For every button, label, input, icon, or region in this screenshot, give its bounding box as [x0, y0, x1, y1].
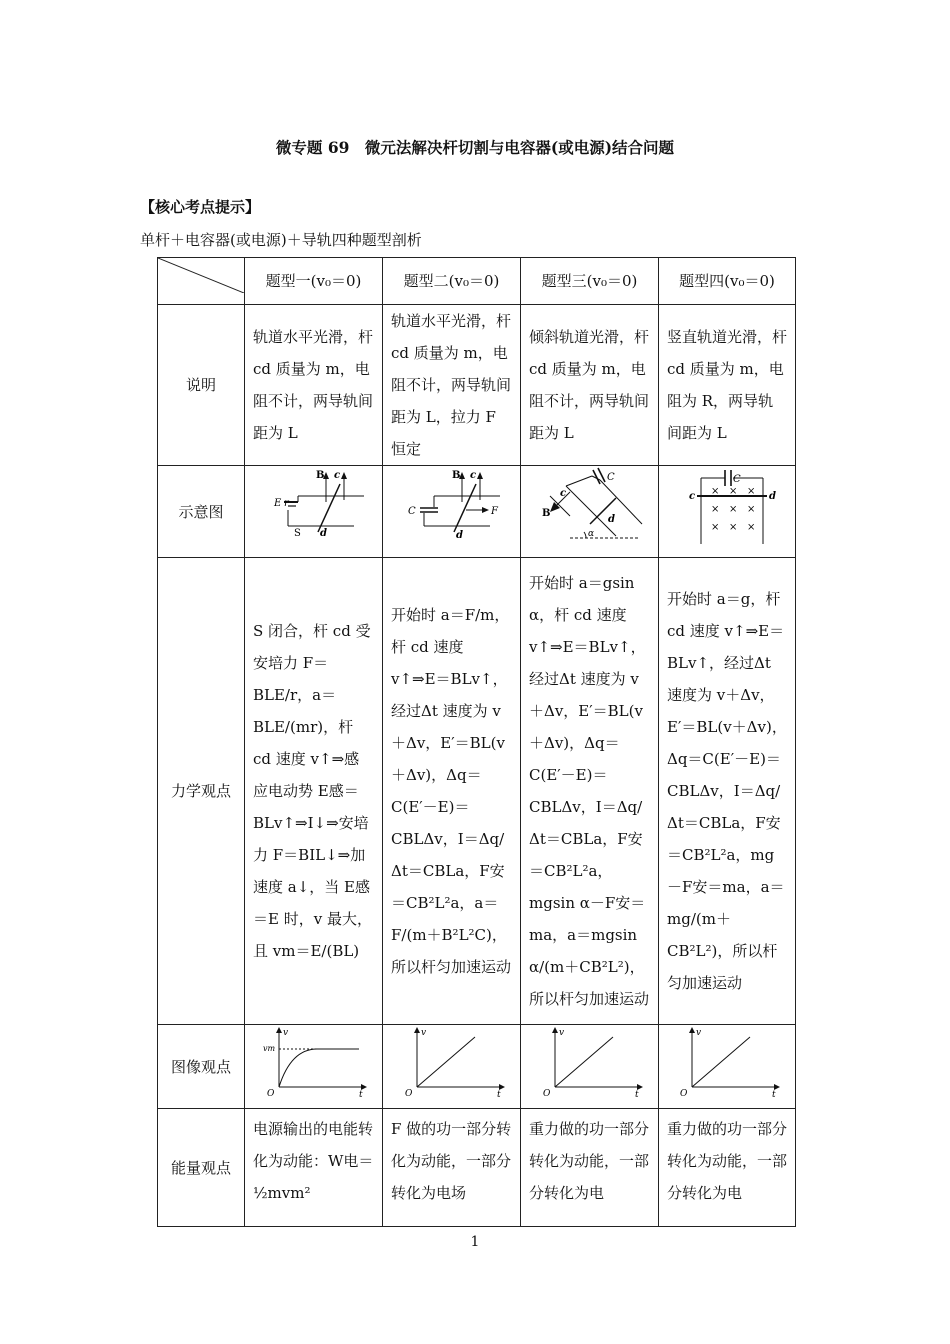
graph-cell: [245, 1025, 383, 1109]
page-title: 微专题 69 微元法解决杆切割与电容器(或电源)结合问题: [275, 138, 675, 157]
label-d: d: [455, 530, 463, 541]
diagram-cell: [521, 466, 659, 558]
column-header: 题型二(v₀＝0): [383, 258, 521, 305]
column-header: 题型四(v₀＝0): [659, 258, 796, 305]
label-alpha: α: [587, 529, 594, 539]
description-cell: 倾斜轨道光滑，杆 cd 质量为 m，电阻不计，两导轨间距为 L: [521, 305, 659, 466]
intro-text: 单杆＋电容器(或电源)＋导轨四种题型剖析: [140, 231, 422, 249]
label-r: r: [283, 498, 289, 509]
label-d: d: [319, 528, 327, 539]
label-cap: C: [733, 474, 741, 485]
energy-cell: 电源输出的电能转化为动能：W电＝½mvm²: [245, 1109, 383, 1227]
circuit-diagram-1: [254, 466, 374, 546]
svg-text:×: ×: [747, 522, 756, 533]
origin-o: O: [680, 1089, 688, 1097]
label-s: S: [293, 528, 301, 539]
label-vm: vm: [262, 1044, 275, 1053]
corner-cell: [158, 258, 245, 305]
field-into-page-marks: [711, 486, 755, 533]
svg-text:×: ×: [729, 504, 738, 515]
axis-v: v: [696, 1028, 702, 1038]
corner-diagonal: [158, 258, 244, 293]
diagram-cell: [245, 466, 383, 558]
circuit-diagram-3: [530, 466, 650, 546]
svg-text:×: ×: [711, 504, 720, 515]
label-cap: C: [407, 506, 416, 517]
row-label-mechanics: 力学观点: [158, 558, 245, 1025]
label-c: c: [689, 491, 696, 502]
axis-t: t: [772, 1090, 776, 1097]
column-header: 题型一(v₀＝0): [245, 258, 383, 305]
analysis-table: [157, 257, 796, 1227]
diagram-cell: [383, 466, 521, 558]
origin-o: O: [266, 1089, 274, 1097]
diagram-cell: [659, 466, 796, 558]
svg-text:×: ×: [747, 504, 756, 515]
energy-cell: F 做的功一部分转化为动能，一部分转化为电场: [383, 1109, 521, 1227]
axis-v: v: [282, 1028, 288, 1038]
label-b: B: [541, 508, 550, 519]
label-cap: C: [606, 472, 615, 483]
svg-text:×: ×: [729, 486, 738, 497]
graph-cell: [659, 1025, 796, 1109]
description-cell: 轨道水平光滑，杆 cd 质量为 m，电阻不计，两导轨间距为 L: [245, 305, 383, 466]
axis-v: v: [558, 1028, 564, 1038]
mechanics-cell: 开始时 a＝gsin α，杆 cd 速度 v↑⇒E＝BLv↑，经过Δt 速度为 v＋Δv，E′＝BL(v＋Δv)，Δq＝C(E′－E)＝CBLΔv，I＝Δq/Δt＝CBLa，F安＝CB²L²a，mgsin α－F安＝ma，a＝mgsin α/(m＋CB²L²)，所以杆匀加速运动: [521, 558, 659, 1025]
graph-cell: [383, 1025, 521, 1109]
origin-o: O: [542, 1089, 550, 1097]
description-cell: 竖直轨道光滑，杆 cd 质量为 m，电阻为 R，两导轨间距为 L: [659, 305, 796, 466]
label-b: B: [315, 470, 324, 481]
graph-cell: [521, 1025, 659, 1109]
row-label-graph: 图像观点: [158, 1025, 245, 1109]
svg-text:×: ×: [711, 486, 720, 497]
label-c: c: [559, 488, 566, 499]
row-label-diagram: 示意图: [158, 466, 245, 558]
svg-text:×: ×: [729, 522, 738, 533]
energy-cell: 重力做的功一部分转化为动能，一部分转化为电: [659, 1109, 796, 1227]
mechanics-cell: S 闭合，杆 cd 受安培力 F＝BLE/r，a＝BLE/(mr)，杆 cd 速度 v↑⇒感应电动势 E感＝BLv↑⇒I↓⇒安培力 F＝BIL↓⇒加速度 a↓，当 E感＝E 时，v 最大，且 vm＝E/(BL): [245, 558, 383, 1025]
vt-graph-linear: [397, 1025, 507, 1097]
energy-cell: 重力做的功一部分转化为动能，一部分转化为电: [521, 1109, 659, 1227]
axis-v: v: [420, 1028, 426, 1038]
label-f: F: [490, 506, 498, 517]
mechanics-cell: 开始时 a＝g，杆 cd 速度 v↑⇒E＝BLv↑，经过Δt 速度为 v＋Δv，E′＝BL(v＋Δv)，Δq＝C(E′－E)＝CBLΔv，I＝Δq/Δt＝CBLa，F安＝CB²L²a，mg－F安＝ma，a＝mg/(m＋CB²L²)，所以杆匀加速运动: [659, 558, 796, 1025]
origin-o: O: [404, 1089, 412, 1097]
row-label-energy: 能量观点: [158, 1109, 245, 1227]
label-d: d: [607, 514, 615, 525]
circuit-diagram-2: [392, 466, 512, 546]
page-number: 1: [470, 1234, 480, 1250]
circuit-diagram-4: [667, 466, 787, 546]
axis-t: t: [496, 1090, 501, 1097]
label-e: E: [273, 498, 281, 509]
row-label-description: 说明: [158, 305, 245, 466]
svg-text:×: ×: [711, 522, 720, 533]
label-c: c: [469, 470, 476, 481]
label-c: c: [333, 470, 340, 481]
mechanics-cell: 开始时 a＝F/m，杆 cd 速度 v↑⇒E＝BLv↑，经过Δt 速度为 v＋Δv，E′＝BL(v＋Δv)，Δq＝C(E′－E)＝CBLΔv，I＝Δq/Δt＝CBLa，F安＝CB²L²a，a＝F/(m＋B²L²C)，所以杆匀加速运动: [383, 558, 521, 1025]
label-d: d: [769, 491, 776, 502]
axis-t: t: [358, 1090, 363, 1097]
section-hint: 【核心考点提示】: [140, 198, 261, 216]
label-b: B: [451, 470, 460, 481]
description-cell: 轨道水平光滑，杆 cd 质量为 m，电阻不计，两导轨间距为 L，拉力 F 恒定: [383, 305, 521, 466]
column-header: 题型三(v₀＝0): [521, 258, 659, 305]
svg-text:×: ×: [747, 486, 756, 497]
axis-t: t: [634, 1090, 639, 1097]
vt-graph-linear: [535, 1025, 645, 1097]
vt-graph-linear: [672, 1025, 782, 1097]
vt-graph-saturating: [259, 1025, 369, 1097]
